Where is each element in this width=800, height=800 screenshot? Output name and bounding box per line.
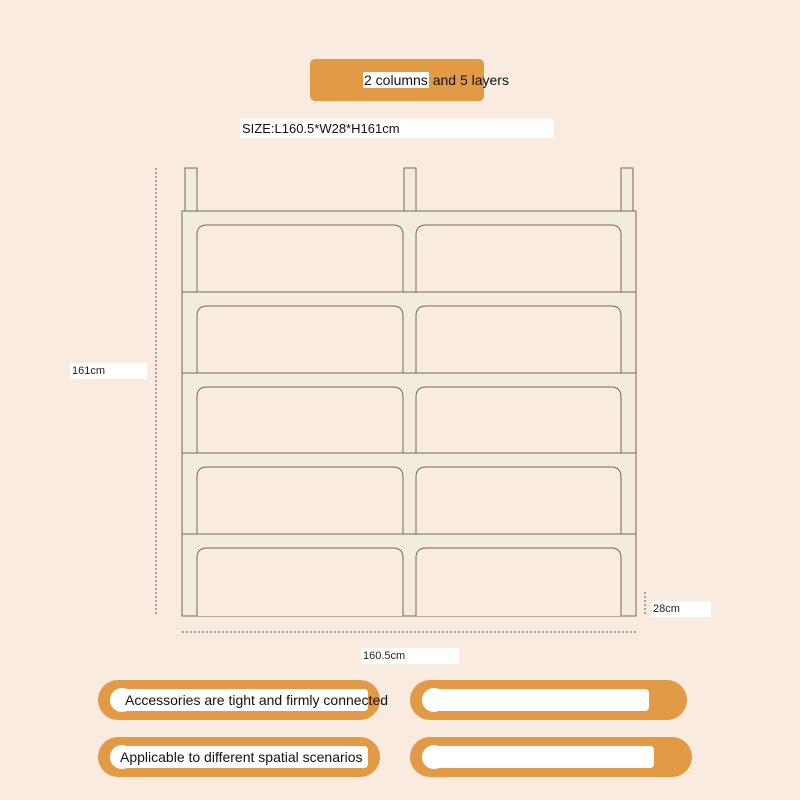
bullet-icon [422, 745, 446, 769]
feature-pill-4 [410, 737, 692, 777]
shelf-opening-4-2 [416, 467, 621, 534]
feature-pill-2-inner [422, 689, 649, 711]
shelf-opening-5-2 [416, 548, 621, 616]
header-title-layers: and 5 layers [428, 72, 509, 88]
shelf-opening-1-1 [197, 225, 403, 292]
shelf-opening-2-2 [416, 306, 621, 373]
shelf-frame [182, 168, 636, 616]
shelf-opening-2-1 [197, 306, 403, 373]
shelf-opening-4-1 [197, 467, 403, 534]
height-label: 161cm [70, 363, 147, 379]
shelf-opening-1-2 [416, 225, 621, 292]
shelf-opening-5-1 [197, 548, 403, 616]
feature-pill-4-inner [422, 746, 654, 768]
size-text: SIZE:L160.5*W28*H161cm [242, 121, 400, 136]
shelf-opening-3-2 [416, 387, 621, 454]
depth-label: 28cm [651, 601, 711, 617]
header-title-columns: 2 columns [364, 72, 428, 88]
post-top-1 [185, 168, 197, 212]
post-top-3 [621, 168, 633, 212]
feature-pill-2 [410, 680, 687, 720]
bullet-icon [422, 688, 446, 712]
post-top-2 [404, 168, 416, 212]
width-label: 160.5cm [361, 648, 459, 664]
feature-text-2: Applicable to different spatial scenarios [120, 749, 363, 765]
shelf-opening-3-1 [197, 387, 403, 454]
feature-text-1: Accessories are tight and firmly connected [125, 692, 389, 708]
